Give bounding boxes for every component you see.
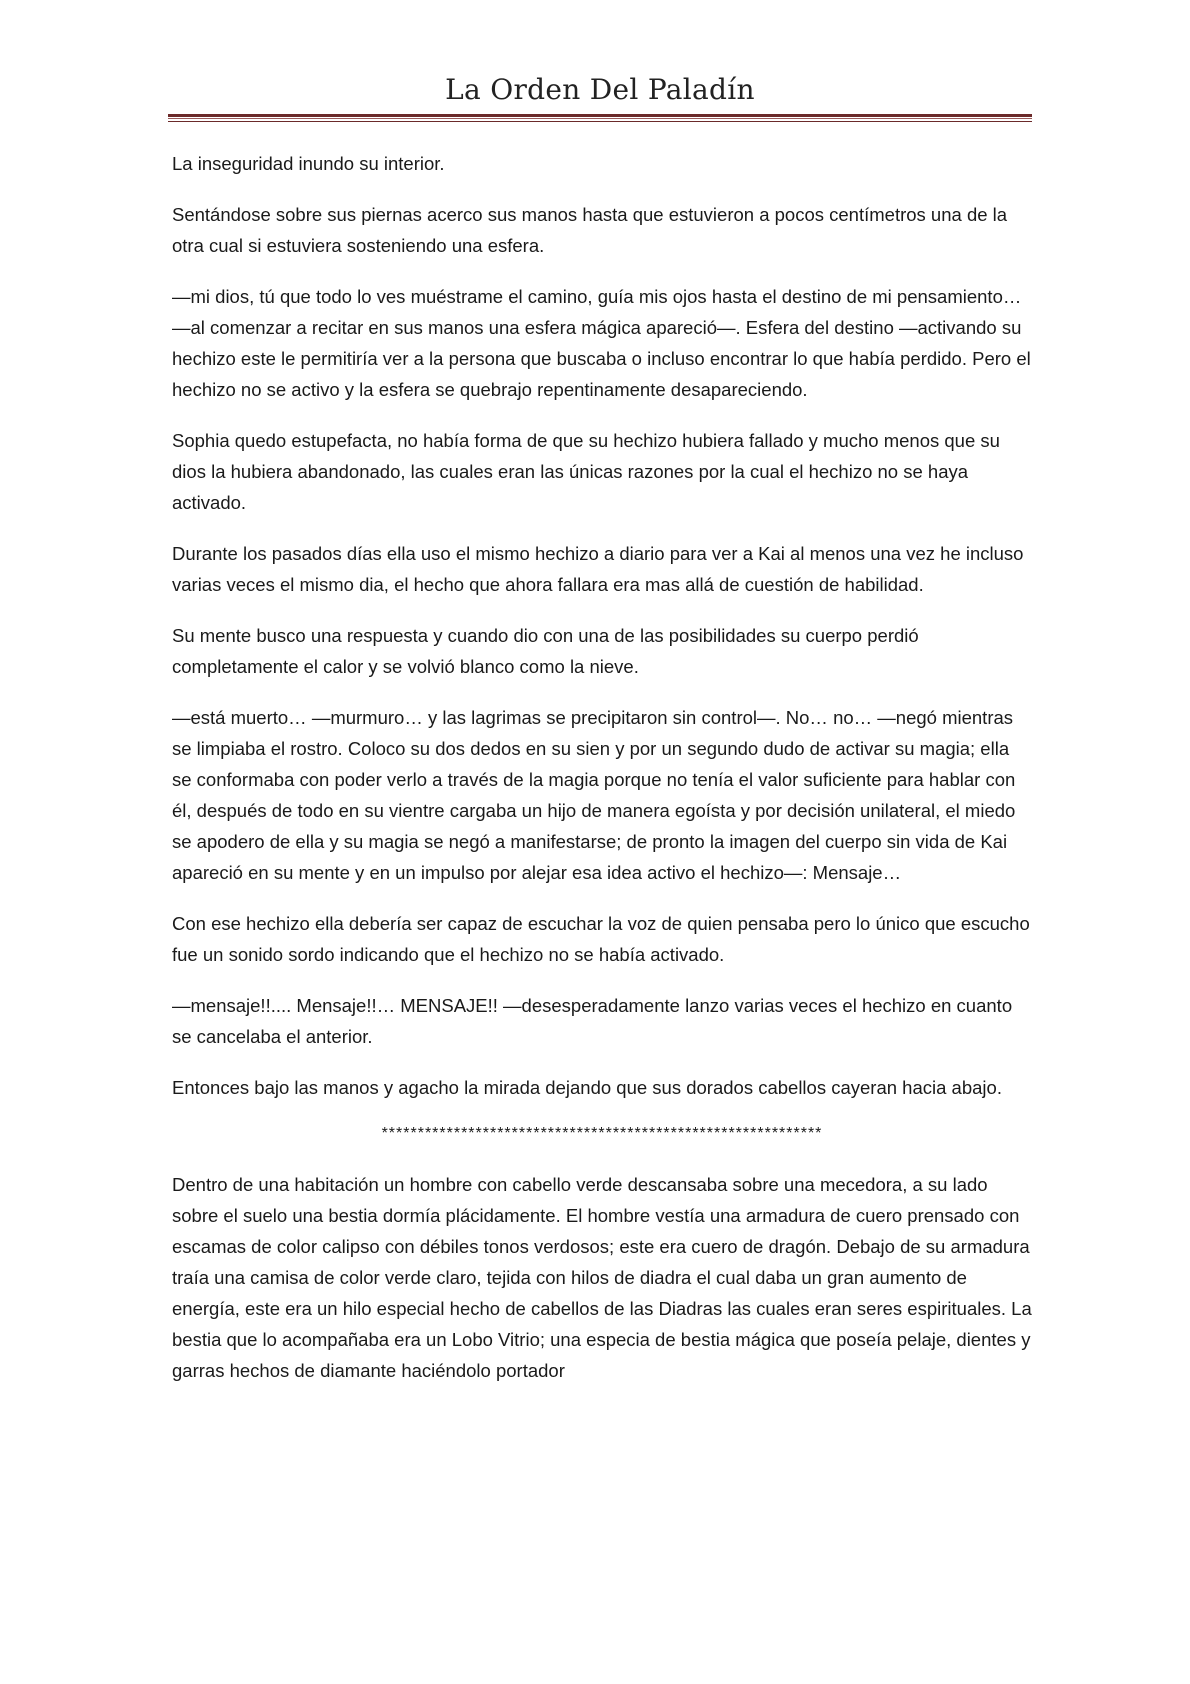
paragraph: —mi dios, tú que todo lo ves muéstrame el camino, guía mis ojos hasta el destino de mi pensamiento… —al comenzar a recitar en sus manos una esfera mágica apareció—. Esfera del destino —activando su hechizo este le permitiría ver a la persona que buscaba o incluso encontrar lo que había perdido. Pero el hechizo no se activo y la esfera se quebrajo repentinamente desapareciendo.	[172, 286, 1031, 400]
paragraph: —mensaje!!.... Mensaje!!… MENSAJE!! —desesperadamente lanzo varias veces el hechizo en cuanto se cancelaba el anterior.	[172, 995, 1013, 1047]
paragraph: Sentándose sobre sus piernas acerco sus manos hasta que estuvieron a pocos centímetros una de la otra cual si estuviera sosteniendo una esfera.	[172, 204, 1008, 256]
paragraph: Dentro de una habitación un hombre con cabello verde descansaba sobre una mecedora, a su lado sobre el suelo una bestia dormía plácidamente. El hombre vestía una armadura de cuero prensado con escamas de color calipso con débiles tonos verdosos; este era cuero de dragón. Debajo de su armadura traía una camisa de color verde claro, tejida con hilos de diadra el cual daba un gran aumento de energía, este era un hilo especial hecho de cabellos de las Diadras las cuales eran seres espirituales. La bestia que lo acompañaba era un Lobo Vitrio; una especia de bestia mágica que poseía pelaje, dientes y garras hechos de diamante haciéndolo portador	[172, 1174, 1032, 1381]
paragraph: Durante los pasados días ella uso el mismo hechizo a diario para ver a Kai al menos una vez he incluso varias veces el mismo dia, el hecho que ahora fallara era mas allá de cuestión de habilidad.	[172, 543, 1024, 595]
paragraph: Su mente busco una respuesta y cuando dio con una de las posibilidades su cuerpo perdió completamente el calor y se volvió blanco como la nieve.	[172, 625, 919, 677]
paragraph: Con ese hechizo ella debería ser capaz de escuchar la voz de quien pensaba pero lo único que escucho fue un sonido sordo indicando que el hechizo no se había activado.	[172, 913, 1030, 965]
paragraph: Sophia quedo estupefacta, no había forma de que su hechizo hubiera fallado y mucho menos que su dios la hubiera abandonado, las cuales eran las únicas razones por la cual el hechizo no se haya activado.	[172, 430, 1000, 513]
page-header	[168, 70, 1032, 122]
paragraph: —está muerto… —murmuro… y las lagrimas se precipitaron sin control—. No… no… —negó mientras se limpiaba el rostro. Coloco su dos dedos en su sien y por un segundo dudo de activar su magia; ella se conformaba con poder verlo a través de la magia porque no tenía el valor suficiente para hablar con él, después de todo en su vientre cargaba un hijo de manera egoísta y por decisión unilateral, el miedo se apodero de ella y su magia se negó a manifestarse; de pronto la imagen del cuerpo sin vida de Kai apareció en su mente y en un impulso por alejar esa idea activo el hechizo—: Mensaje…	[172, 707, 1016, 883]
paragraph: Entonces bajo las manos y agacho la mirada dejando que sus dorados cabellos cayeran hacia abajo.	[172, 1077, 1002, 1098]
paragraph: La inseguridad inundo su interior.	[172, 153, 445, 174]
header-divider	[168, 114, 1032, 122]
scene-separator: *************************************************************	[381, 1125, 823, 1142]
body-text	[172, 148, 1032, 1406]
book-title: La Orden Del Paladín	[445, 73, 755, 106]
